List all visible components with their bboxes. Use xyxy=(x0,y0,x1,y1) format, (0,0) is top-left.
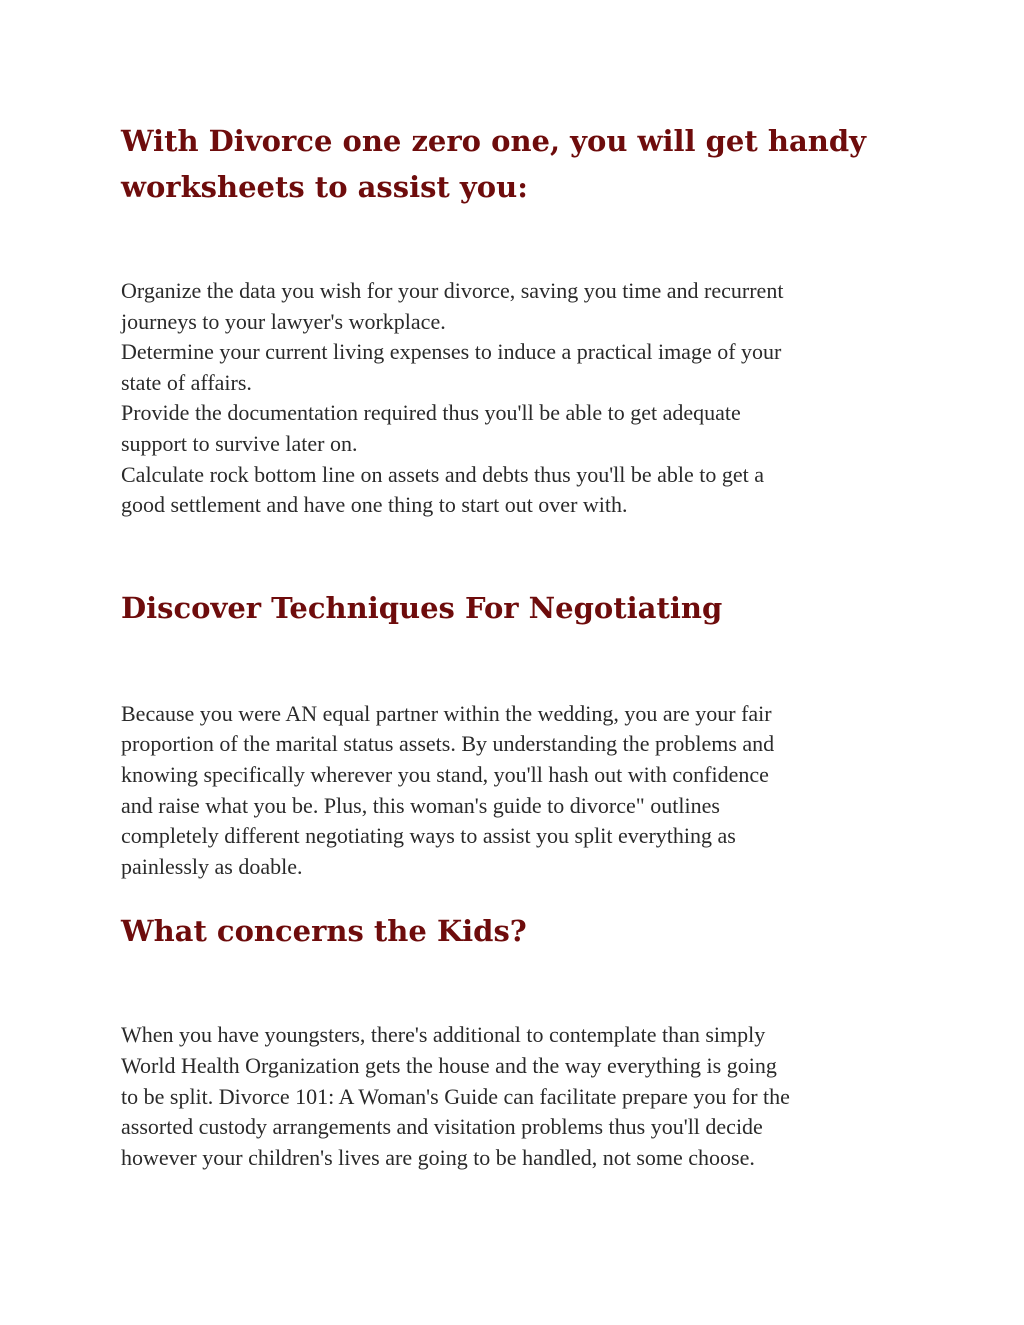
document-page xyxy=(121,118,911,1173)
text-line: assorted custody arrangements and visitation problems thus you'll decide xyxy=(121,1114,763,1140)
text-line: and raise what you be. Plus, this woman's guide to divorce" outlines xyxy=(121,792,720,818)
text-line: state of affairs. xyxy=(121,369,252,395)
text-line: however your children's lives are going to be handled, not some choose. xyxy=(121,1144,755,1170)
text-line: When you have youngsters, there's additional to contemplate than simply xyxy=(121,1022,766,1048)
section-heading-worksheets: With Divorce one zero one, you will get handy worksheets to assist you: xyxy=(121,124,866,204)
text-line: journeys to your lawyer's workplace. xyxy=(121,308,446,334)
worksheets-paragraph xyxy=(121,276,911,521)
text-line: World Health Organization gets the house and the way everything is going xyxy=(121,1052,777,1078)
text-line: to be split. Divorce 101: A Woman's Guide can facilitate prepare you for the xyxy=(121,1083,790,1109)
text-line: painlessly as doable. xyxy=(121,853,303,879)
text-line: completely different negotiating ways to assist you split everything as xyxy=(121,823,736,849)
text-line: good settlement and have one thing to start out over with. xyxy=(121,492,628,518)
kids-paragraph xyxy=(121,1020,911,1173)
text-line: Provide the documentation required thus you'll be able to get adequate xyxy=(121,400,741,426)
text-line: Calculate rock bottom line on assets and debts thus you'll be able to get a xyxy=(121,461,765,487)
text-line: support to survive later on. xyxy=(121,430,358,456)
text-line: Because you were AN equal partner within the wedding, you are your fair xyxy=(121,700,772,726)
text-line: Determine your current living expenses to induce a practical image of your xyxy=(121,339,782,365)
negotiating-paragraph xyxy=(121,699,911,883)
text-line: Organize the data you wish for your divorce, saving you time and recurrent xyxy=(121,278,784,303)
section-heading-negotiating: Discover Techniques For Negotiating xyxy=(121,590,723,625)
text-line: proportion of the marital status assets. By understanding the problems and xyxy=(121,731,775,757)
section-heading-kids: What concerns the Kids? xyxy=(121,914,527,949)
text-line: knowing specifically wherever you stand, you'll hash out with confidence xyxy=(121,761,769,787)
